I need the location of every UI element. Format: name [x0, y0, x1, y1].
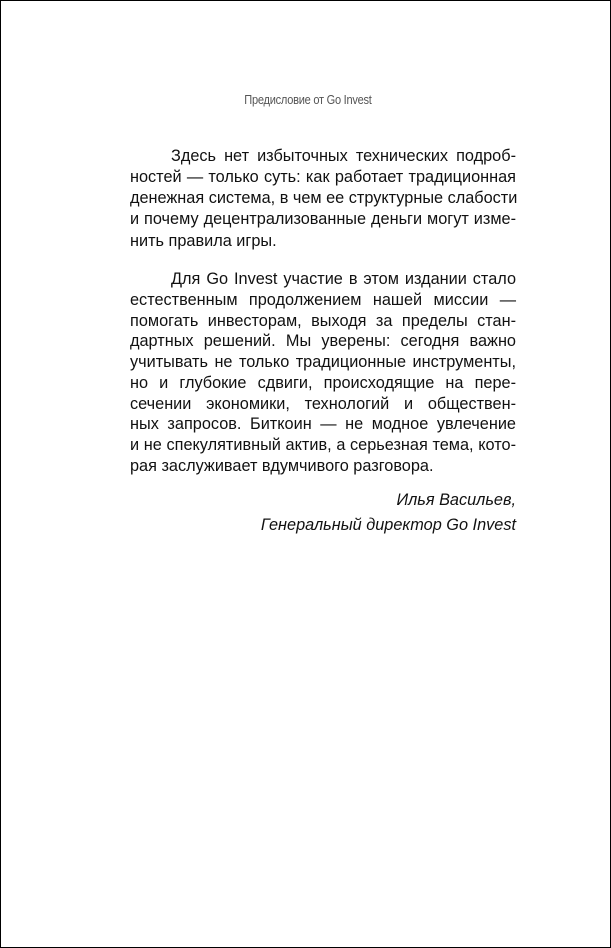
- text-line: дартных решений. Мы уверены: сегодня важно: [130, 332, 516, 350]
- text-line: и почему децентрализованные деньги могут изме-: [130, 210, 516, 228]
- text-line: естественным продолжением нашей миссии —: [130, 291, 516, 309]
- text-line: нить правила игры.: [130, 232, 277, 250]
- text-line: учитывать не только традиционные инструменты,: [130, 353, 516, 371]
- text-line: Здесь нет избыточных технических подроб-: [171, 147, 516, 165]
- signature-name: Илья Васильев,: [396, 491, 516, 509]
- text-line: денежная система, в чем ее структурные слабости: [130, 189, 518, 207]
- text-line: ностей — только суть: как работает традиционная: [130, 168, 516, 186]
- signature-position: Генеральный директор Go Invest: [260, 516, 516, 534]
- text-line: но и глубокие сдвиги, происходящие на пере-: [130, 374, 516, 392]
- text-line: и не спекулятивный актив, а серьезная тема, кото-: [130, 436, 516, 454]
- running-header: Предисловие от Go Invest: [244, 92, 372, 107]
- text-line: помогать инвесторам, выходя за пределы стан-: [130, 312, 516, 330]
- text-line: ных запросов. Биткоин — не модное увлечение: [130, 415, 516, 433]
- text-line: Для Go Invest участие в этом издании стало: [171, 270, 516, 288]
- text-line: сечении экономики, технологий и обществен-: [130, 395, 516, 413]
- text-line: рая заслуживает вдумчивого разговора.: [130, 457, 434, 475]
